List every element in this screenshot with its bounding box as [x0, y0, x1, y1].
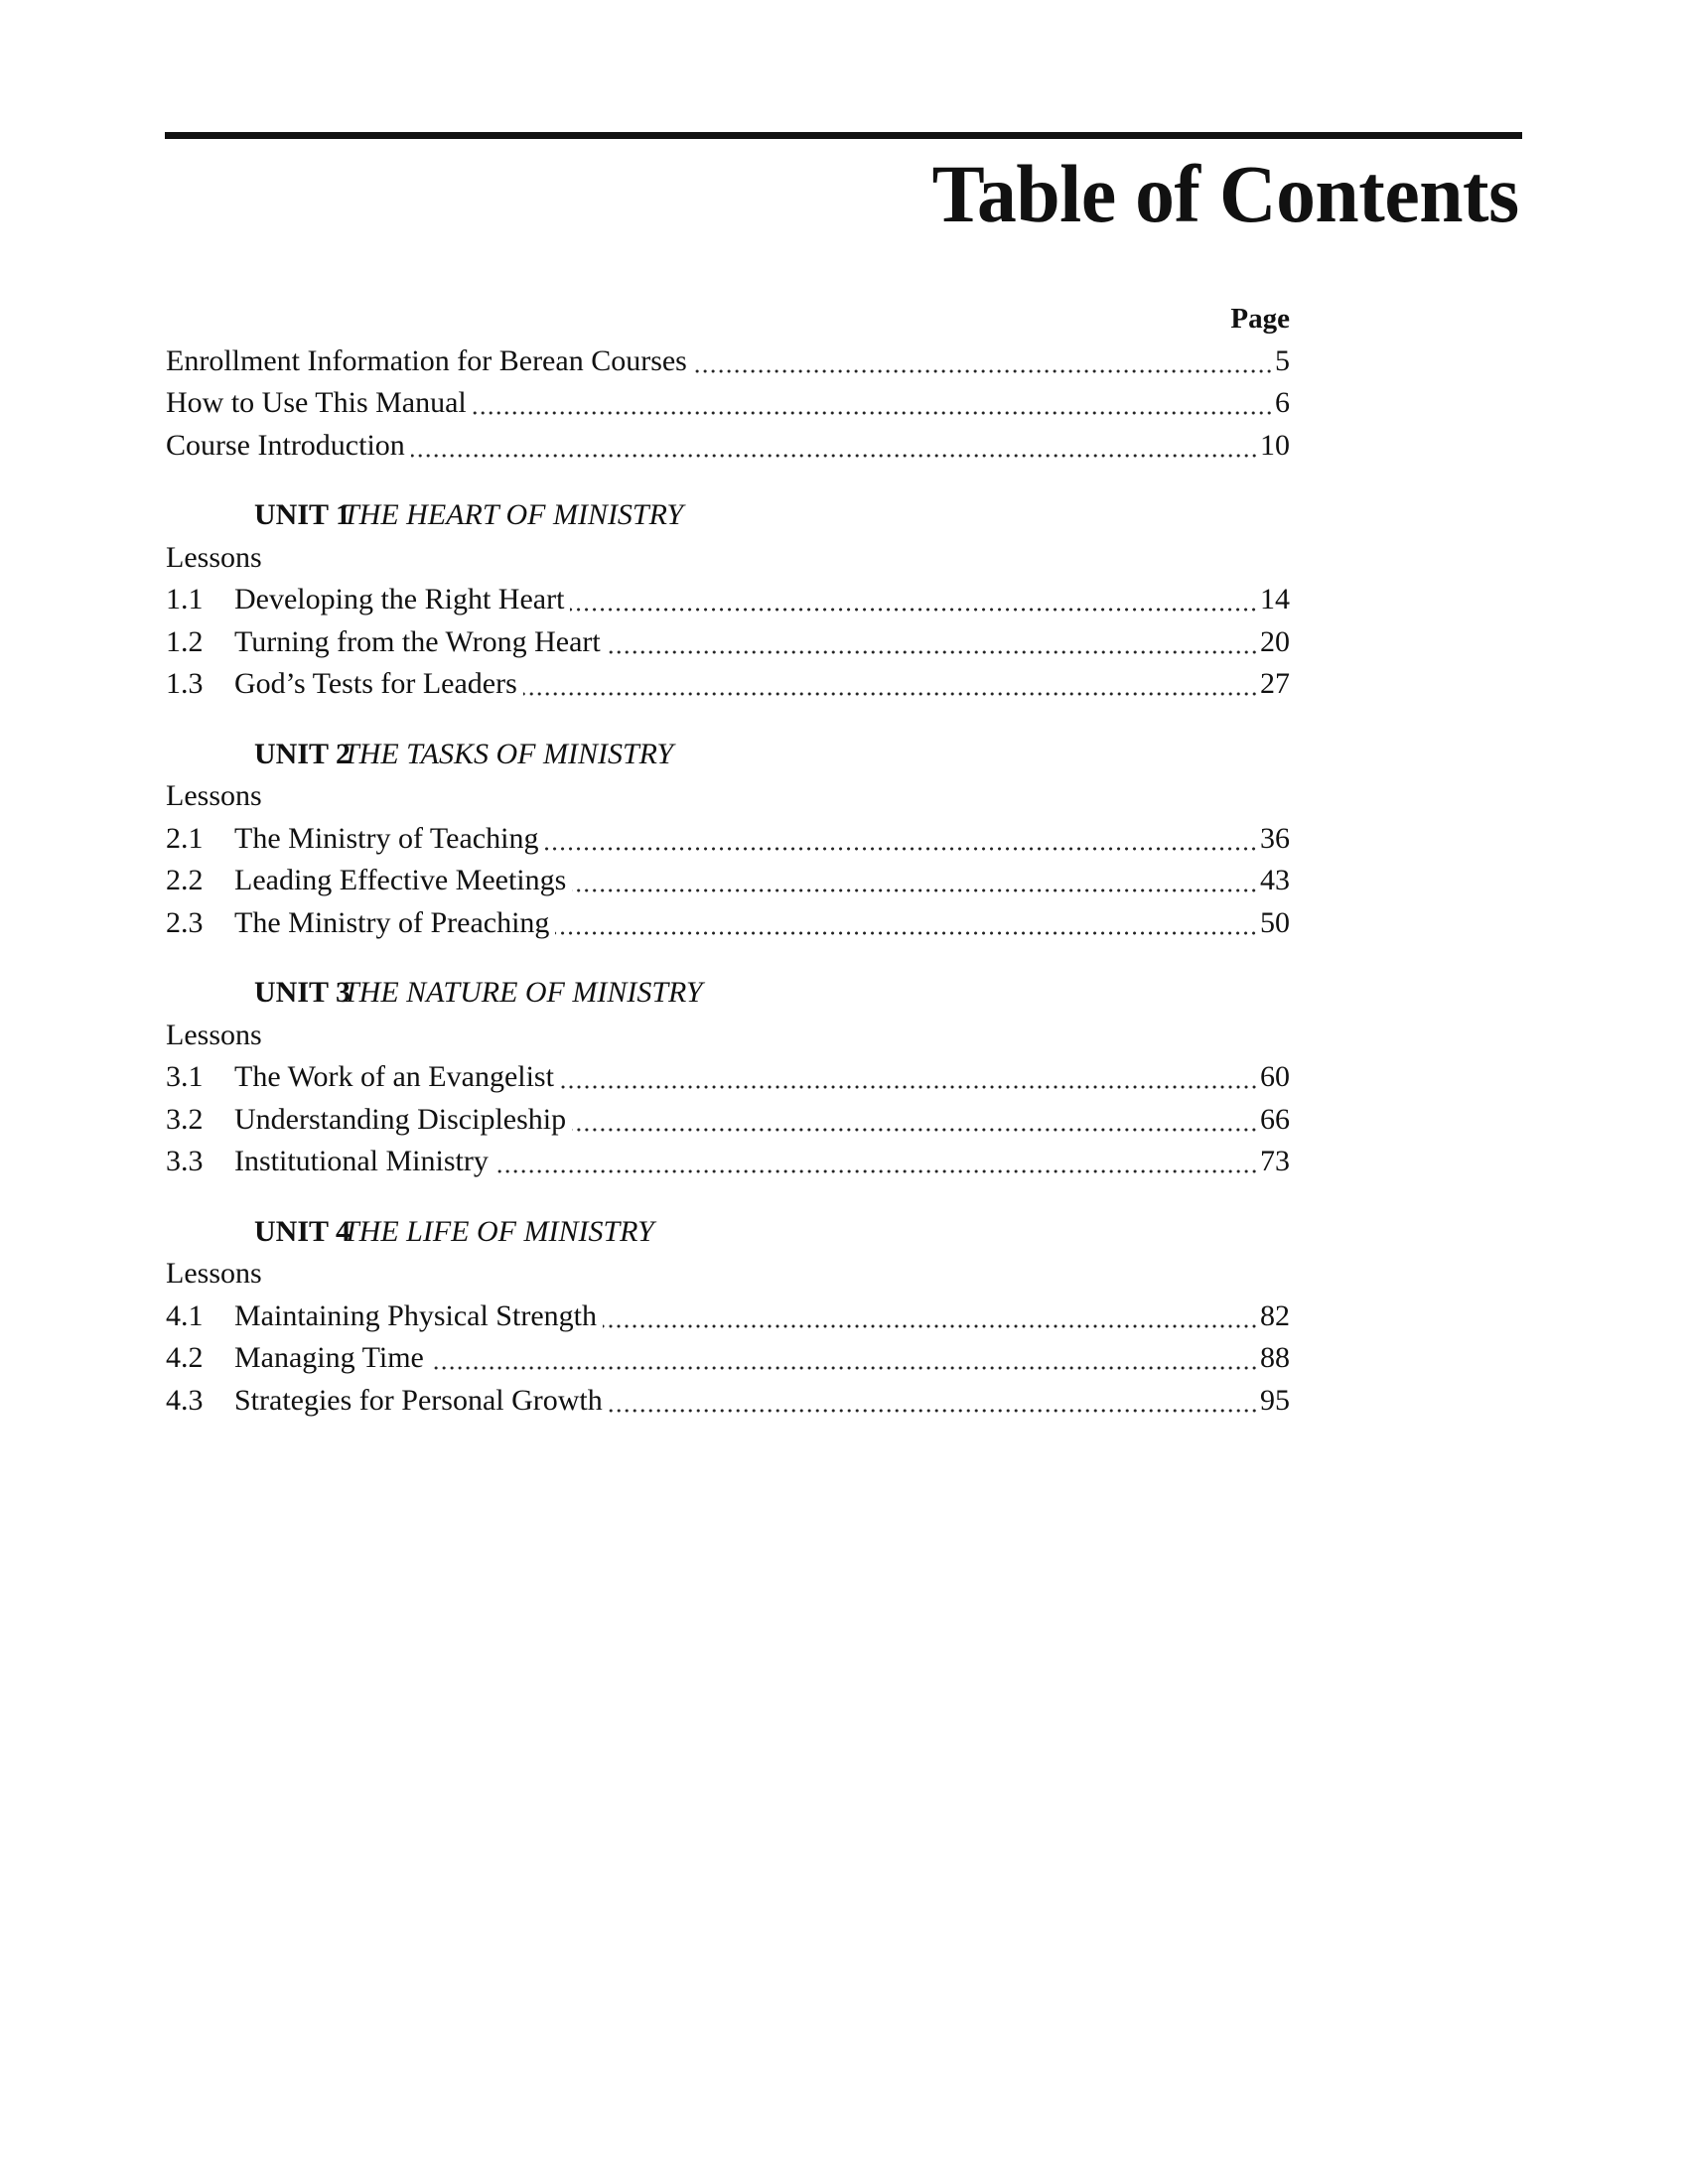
lesson-page: 27 [1260, 667, 1290, 700]
lesson-entry[interactable] [166, 663, 1290, 706]
dot-leader [430, 1337, 1258, 1380]
lesson-title: The Ministry of Teaching [234, 821, 539, 855]
unit-section [166, 972, 1290, 1183]
lessons-label: Lessons [166, 1018, 262, 1051]
unit-section [166, 1211, 1290, 1423]
lesson-page: 36 [1260, 821, 1290, 855]
lesson-title: The Ministry of Preaching [234, 905, 550, 939]
lesson-title: Institutional Ministry [234, 1145, 489, 1177]
lesson-entry[interactable] [166, 621, 1290, 664]
lesson-page: 82 [1260, 1298, 1290, 1332]
lesson-title: Strategies for Personal Growth [234, 1383, 603, 1417]
toc-entry-page: 6 [1275, 386, 1290, 419]
toc-entry-how-to-use[interactable] [166, 382, 1290, 425]
unit-title: THE LIFE OF MINISTRY [343, 1214, 654, 1248]
dot-leader [560, 1056, 1258, 1099]
lesson-entry[interactable] [166, 1099, 1290, 1142]
lesson-page: 66 [1260, 1102, 1290, 1136]
lesson-number: 3.2 [166, 1102, 204, 1136]
toc-entry-page: 10 [1260, 428, 1290, 462]
lesson-number: 4.2 [166, 1341, 204, 1374]
dot-leader [603, 1296, 1258, 1338]
unit-label: UNIT 1 [254, 498, 351, 531]
toc-entry-page: 5 [1275, 343, 1290, 377]
lesson-page: 14 [1260, 583, 1290, 615]
dot-leader [572, 860, 1258, 902]
lesson-title: Turning from the Wrong Heart [234, 624, 601, 658]
toc-entry-title: Enrollment Information for Berean Courses [166, 343, 687, 377]
page-title: Table of Contents [932, 148, 1519, 239]
toc-entry-course-introduction[interactable] [166, 425, 1290, 468]
lesson-page: 43 [1260, 864, 1290, 896]
toc-entry-title: How to Use This Manual [166, 386, 467, 419]
unit-section [166, 494, 1290, 706]
lesson-page: 50 [1260, 905, 1290, 939]
lesson-page: 95 [1260, 1383, 1290, 1417]
lesson-entry[interactable] [166, 1296, 1290, 1338]
units-list [166, 494, 1290, 1422]
lesson-number: 1.1 [166, 583, 204, 615]
unit-label: UNIT 2 [254, 737, 351, 770]
lesson-title: Maintaining Physical Strength [234, 1298, 597, 1332]
dot-leader [544, 818, 1258, 861]
lesson-number: 1.3 [166, 667, 204, 700]
lesson-title: God’s Tests for Leaders [234, 667, 517, 700]
lesson-entry[interactable] [166, 860, 1290, 902]
unit-title: THE HEART OF MINISTRY [343, 498, 684, 531]
lesson-number: 1.2 [166, 624, 204, 658]
lessons-label: Lessons [166, 540, 262, 574]
dot-leader [411, 425, 1258, 468]
lessons-label: Lessons [166, 1257, 262, 1290]
lesson-entry[interactable] [166, 1056, 1290, 1099]
lesson-number: 2.3 [166, 905, 204, 939]
lesson-title: Understanding Discipleship [234, 1102, 567, 1136]
lesson-title: The Work of an Evangelist [234, 1060, 554, 1093]
unit-section [166, 734, 1290, 945]
lesson-page: 20 [1260, 624, 1290, 658]
dot-leader [609, 1380, 1258, 1423]
lesson-entry[interactable] [166, 579, 1290, 621]
table-of-contents [166, 298, 1290, 1422]
dot-leader [570, 579, 1258, 621]
unit-heading[interactable] [166, 972, 1290, 1015]
lesson-number: 4.1 [166, 1298, 204, 1332]
lessons-label: Lessons [166, 779, 262, 812]
lesson-number: 2.2 [166, 864, 204, 896]
unit-heading[interactable] [166, 734, 1290, 776]
lesson-page: 60 [1260, 1060, 1290, 1093]
page-title-container [908, 149, 1519, 238]
unit-label: UNIT 3 [254, 976, 351, 1009]
dot-leader [473, 382, 1273, 425]
page-column-header: Page [1230, 303, 1290, 335]
lesson-number: 3.1 [166, 1060, 204, 1093]
lesson-page: 88 [1260, 1341, 1290, 1374]
unit-title: THE NATURE OF MINISTRY [343, 976, 703, 1009]
unit-title: THE TASKS OF MINISTRY [343, 737, 674, 770]
lesson-entry[interactable] [166, 1141, 1290, 1183]
lesson-entry[interactable] [166, 1380, 1290, 1423]
lesson-entry[interactable] [166, 818, 1290, 861]
dot-leader [693, 341, 1273, 383]
toc-entry-enrollment[interactable] [166, 341, 1290, 383]
lesson-number: 2.1 [166, 821, 204, 855]
lesson-number: 4.3 [166, 1383, 204, 1417]
toc-entry-title: Course Introduction [166, 428, 405, 462]
dot-leader [523, 663, 1258, 706]
lesson-entry[interactable] [166, 1337, 1290, 1380]
lesson-title: Leading Effective Meetings [234, 864, 567, 896]
unit-heading[interactable] [166, 494, 1290, 537]
lesson-page: 73 [1260, 1145, 1290, 1177]
unit-heading[interactable] [166, 1211, 1290, 1254]
lesson-title: Developing the Right Heart [234, 583, 565, 615]
dot-leader [607, 621, 1258, 664]
lesson-number: 3.3 [166, 1145, 204, 1177]
dot-leader [494, 1141, 1258, 1183]
dot-leader [555, 902, 1258, 945]
lesson-entry[interactable] [166, 902, 1290, 945]
top-rule-divider [165, 132, 1522, 139]
unit-label: UNIT 4 [254, 1214, 351, 1248]
dot-leader [572, 1099, 1258, 1142]
lesson-title: Managing Time [234, 1341, 424, 1374]
